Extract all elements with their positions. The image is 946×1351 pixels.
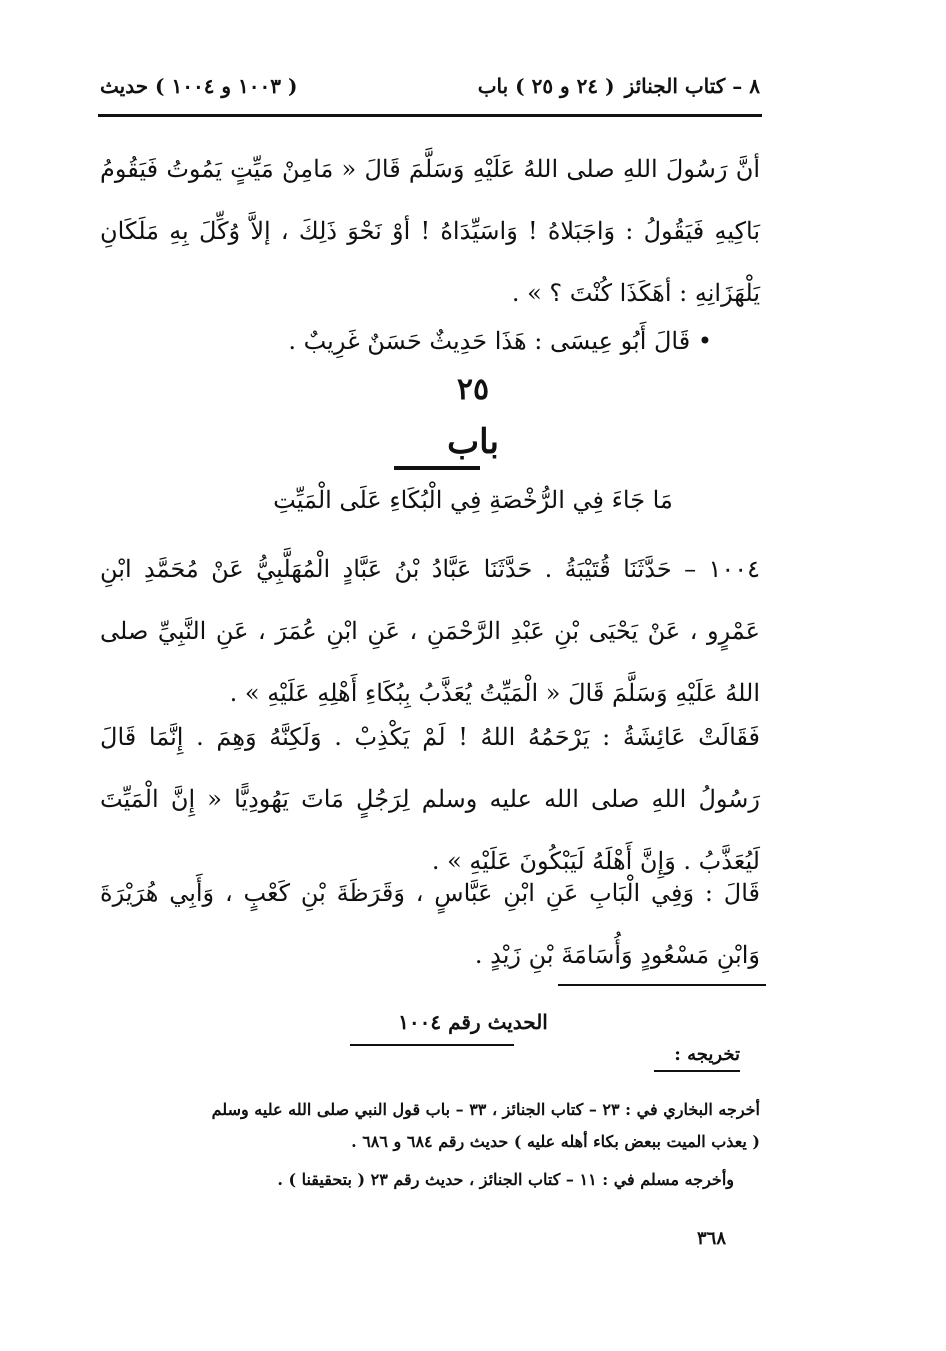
header-book: ٨ – كتاب الجنائز (624, 74, 760, 98)
footnote-separator (558, 984, 766, 986)
chapter-number: ٢٥ (456, 372, 490, 407)
tirmidhi-note: • قَالَ أَبُو عِيسَى : هَذَا حَدِيثٌ حَسَنٌ غَرِيبٌ . (288, 327, 712, 355)
footnote-line-1: أخرجه البخاري في : ٢٣ – كتاب الجنائز ، ٣٣ – باب قول النبي صلى الله عليه وسلم (211, 1100, 760, 1119)
chapter-label: باب (447, 422, 499, 462)
paragraph-3: فَقَالَتْ عَائِشَةُ : يَرْحَمُهُ اللهُ ! لَمْ يَكْذِبْ . وَلَكِنَّهُ وَهِمَ . إِنَّمَا قَالَ رَسُولُ اللهِ صلى الله عليه وسلم لِرَجُلٍ مَاتَ يَهُودِيًّا « إِنَّ الْمَيِّتَ لَيُعَذَّبُ . وَإِنَّ أَهْلَهُ لَيَبْكُونَ عَلَيْهِ » . (100, 723, 760, 875)
header-left (100, 74, 297, 98)
footnote-line-3: وأخرجه مسلم في : ١١ – كتاب الجنائز ، حديث رقم ٢٣ ( بتحقيقنا ) . (277, 1170, 734, 1189)
footnote-hadith-number-underline (350, 1044, 514, 1046)
header-right (478, 74, 760, 98)
takhrij-title-underline (654, 1070, 740, 1072)
running-header (100, 64, 760, 108)
header-rule (98, 114, 762, 117)
paragraph-4: قَالَ : وَفِي الْبَابِ عَنِ ابْنِ عَبَّاسٍ ، وَقَرَظَةَ بْنِ كَعْبٍ ، وَأَبِي هُرَيْرَةَ وَابْنِ مَسْعُودٍ وَأُسَامَةَ بْنِ زَيْدٍ . (100, 879, 760, 969)
takhrij-title: تخريجه : (674, 1044, 740, 1065)
header-chapters: ( ٢٤ و ٢٥ ) باب (477, 74, 615, 98)
paragraph-1: أنَّ رَسُولَ اللهِ صلى اللهُ عَلَيْهِ وَسَلَّمَ قَالَ « مَامِنْ مَيِّتٍ يَمُوتُ فَيَقُومُ بَاكِيهِ فَيَقُولُ : وَاجَبَلاهُ ! وَاسَيِّدَاهُ ! أوْ نَحْوَ ذَلِكَ ، إلاَّ وُكِّلَ بِهِ مَلَكَانِ يَلْهَزَانِهِ : أهَكَذَا كُنْتَ ؟ » . (100, 155, 760, 307)
header-hadiths: ( ١٠٠٣ و ١٠٠٤ ) حديث (100, 74, 298, 98)
chapter-label-underline (394, 466, 480, 470)
footnote-line-2: ( يعذب الميت ببعض بكاء أهله عليه ) حديث رقم ٦٨٤ و ٦٨٦ . (351, 1132, 760, 1151)
paragraph-2: ١٠٠٤ – حَدَّثَنَا قُتَيْبَةُ . حَدَّثَنَا عَبَّادُ بْنُ عَبَّادٍ الْمُهَلَّبِيُّ عَنْ مُحَمَّدِ ابْنِ عَمْرٍو ، عَنْ يَحْيَى بْنِ عَبْدِ الرَّحْمَنِ ، عَنِ ابْنِ عُمَرَ ، عَنِ النَّبِيِّ صلى اللهُ عَلَيْهِ وَسَلَّمَ قَالَ « الْمَيِّتُ يُعَذَّبُ بِبُكَاءِ أَهْلِهِ عَلَيْهِ » . (100, 555, 760, 707)
chapter-title: مَا جَاءَ فِي الرُّخْصَةِ فِي الْبُكَاءِ عَلَى الْمَيِّتِ (273, 486, 673, 514)
footnote-hadith-number: الحديث رقم ١٠٠٤ (398, 1010, 548, 1034)
page-number: ٣٦٨ (696, 1228, 726, 1249)
